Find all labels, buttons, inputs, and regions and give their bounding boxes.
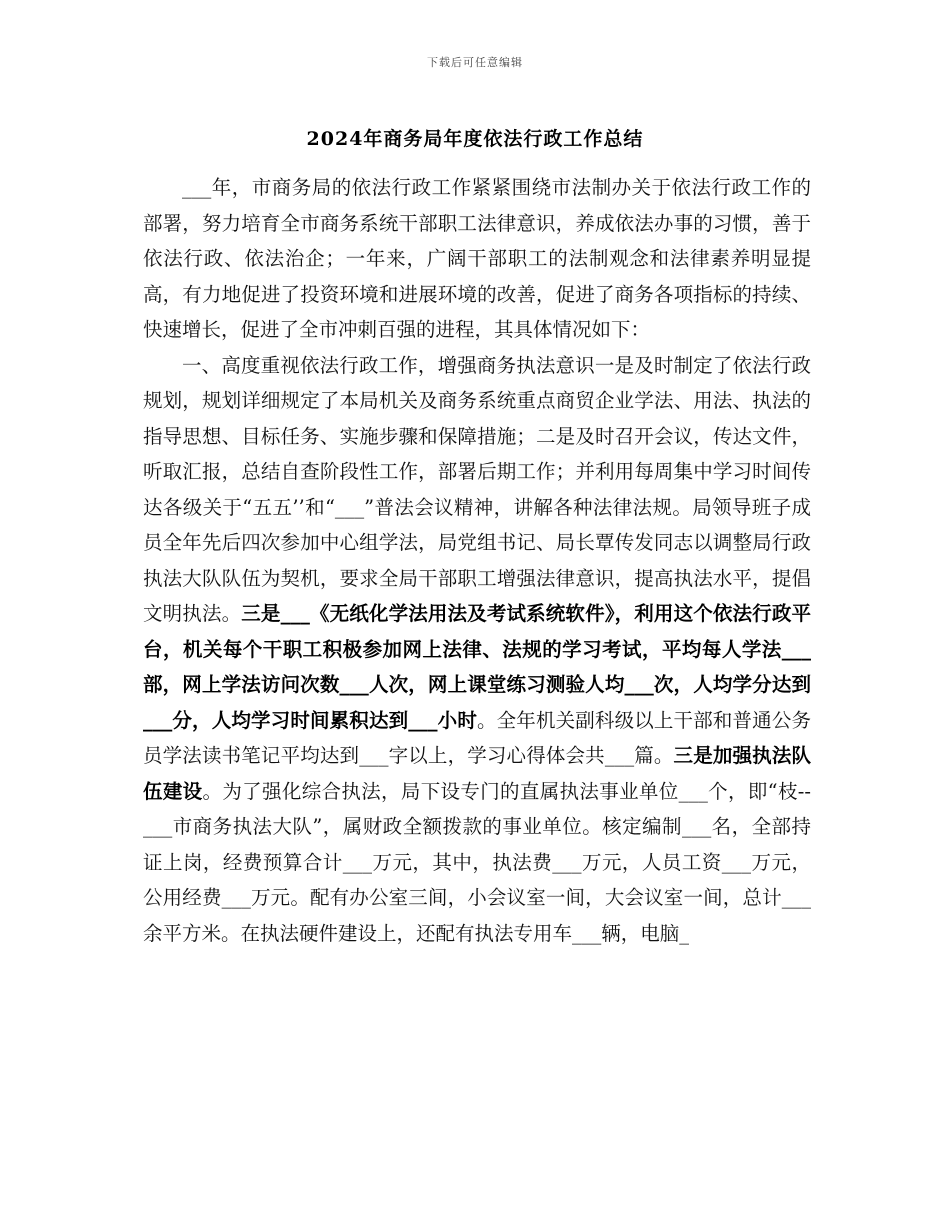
bold-text-run: 三是___《无纸化学法用法及考试系统软件》，利用这个依法行政平台，机关每个干职工积极参加网上法律、法规的学习考试，平均每人学法___部，网上学法访问次数___人次，网上课堂练习测验人均___次，人均学分达到___分，人均学习时间累积达到___小时	[143, 602, 811, 732]
text-run: 一、高度重视依法行政工作，增强商务执法意识一是及时制定了依法行政规划，规划详细规定了本局机关及商务系统重点商贸企业学法、用法、执法的指导思想、目标任务、实施步骤和保障措施；二是及时召开会议，传达文件，听取汇报，总结自查阶段性工作，部署后期工作；并利用每周集中学习时间传达各级关于“五五’’和“___”普法会议精神，讲解各种法律法规。局领导班子成员全年先后四次参加中心组学法，局党组书记、局长覃传发同志以调整局行政执法大队队伍为契机，要求全局干部职工增强法律意识，提高执法水平，提倡文明执法。	[143, 353, 811, 625]
header-note: 下载后可任意编辑	[427, 56, 523, 69]
document-title: 2024年商务局年度依法行政工作总结	[306, 128, 644, 150]
paragraph-intro	[143, 170, 811, 348]
document-body	[143, 170, 811, 951]
text-run: ___年，市商务局的依法行政工作紧紧围绕市法制办关于依法行政工作的部署，努力培育全市商务系统干部职工法律意识，养成依法办事的习惯，善于依法行政、依法治企；一年来，广阔干部职工的法制观念和法律素养明显提高，有力地促进了投资环境和进展环境的改善，促进了商务各项指标的持续、快速增长，促进了全市冲刺百强的进程，其具体情况如下：	[143, 176, 811, 341]
text-run: 。全年机关副科级以上干部和普通公务员学法读书笔记平均达到___字以上，学习心得体会共___篇。	[143, 708, 811, 767]
text-run: 。为了强化综合执法，局下设专门的直属执法事业单位___个，即“枝--___市商务执法大队”，属财政全额拨款的事业单位。核定编制___名，全部持证上岗，经费预算合计___万元，其中，执法费___万元，人员工资___万元，公用经费___万元。配有办公室三间，小会议室一间，大会议室一间，总计___余平方米。在执法硬件建设上，还配有执法专用车___辆，电脑_	[143, 779, 811, 945]
bold-text-run: 三是加强执法队伍建设	[143, 744, 811, 803]
paragraph-section-one	[143, 348, 811, 952]
